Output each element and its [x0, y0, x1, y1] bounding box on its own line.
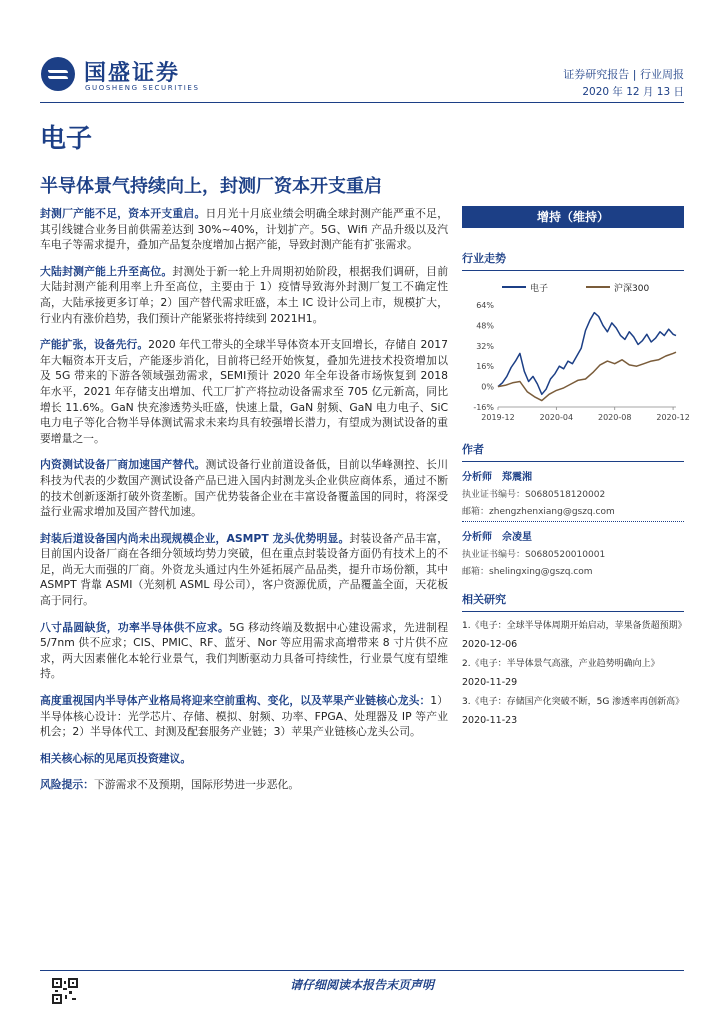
- dotted-divider: [462, 521, 684, 522]
- y-tick-label: 16%: [476, 362, 494, 372]
- paragraph-text: 下游需求不及预期，国际形势进一步恶化。: [93, 778, 300, 792]
- body-paragraph: [40, 693, 448, 740]
- analyst-name: 佘凌星: [502, 532, 532, 543]
- logo-text: 国盛证券: [84, 61, 181, 86]
- legend-label: 电子: [530, 284, 549, 294]
- trend-title: 行业走势: [462, 250, 684, 271]
- footer-divider: [40, 970, 684, 971]
- paragraph-lead: 大陆封测产能上升至高位。: [40, 264, 173, 278]
- y-tick-label: 0%: [481, 382, 494, 392]
- related-title: 相关研究: [462, 591, 684, 612]
- trend-chart-svg: [462, 275, 690, 425]
- paragraph-lead: 封测厂产能不足，资本开支重启。: [40, 207, 206, 220]
- legend-label: 沪深300: [614, 284, 650, 294]
- related-report-link[interactable]: 3.《电子：存储国产化突破不断，5G 渗透率再创新高》: [462, 697, 685, 707]
- email-label: 邮箱：: [462, 507, 490, 517]
- y-tick-label: -16%: [473, 403, 494, 412]
- series-line: [498, 352, 676, 400]
- x-tick-label: 2020-08: [598, 413, 632, 422]
- body-paragraph: [40, 206, 448, 253]
- x-tick-label: 2020-04: [539, 413, 574, 422]
- body-paragraph: [40, 264, 448, 326]
- body-paragraph: [40, 337, 448, 446]
- analyst-email: [462, 504, 684, 517]
- sector-title: 电子: [40, 124, 93, 154]
- paragraph-lead: 高度重视国内半导体产业格局将迎来空前重构、变化，以及苹果产业链核心龙头：: [40, 694, 431, 708]
- logo-icon: [40, 56, 76, 92]
- report-body: [40, 206, 448, 804]
- header-divider: [40, 102, 684, 103]
- analyst-row: [462, 528, 684, 543]
- body-paragraph: [40, 457, 448, 519]
- cert-number: S0680520010001: [525, 550, 606, 560]
- cert-number: S0680518120002: [525, 490, 606, 500]
- analyst-cert: [462, 547, 684, 560]
- paragraph-lead: 八寸晶圆缺货，功率半导体供不应求。: [40, 620, 230, 634]
- cert-label: 执业证书编号：: [462, 550, 526, 560]
- related-report-link[interactable]: 1.《电子：全球半导体周期开始启动，苹果备货超预期》: [462, 621, 687, 631]
- paragraph-text: 封装设备产品丰富，目前国内设备厂商在各细分领域均势力突破，但在重点封装设备方面仍有技术上的不足，尚无大而强的厂商。外资龙头通过内生外延拓展产品品类，提升市场份额，其中 ASMPT 背靠 ASMI（光刻机 ASML 母公司），客户资源优质，产品覆盖全面，天花板高于同行。: [40, 531, 448, 608]
- x-tick-label: 2020-12: [656, 413, 690, 422]
- paragraph-text: 2020 年代工带头的全球半导体资本开支回增长，存储自 2017 年大幅资本开支后，产能逐步消化，目前将已经开始恢复，叠加先进技术投资增加以及 5G 带来的下游各领域强劲需求，SEMI预计 2020 年全年设备市场恢复到 2018 年水平，2021 年存储支出增加、代工厂扩产将拉动设备需求至 705 亿元新高，同比增长 11.6%。GaN 快充渗透势头旺盛，快速上量，GaN 射频、GaN 电力电子、SiC 电力电子等化合物半导体测试需求未来均具有较强增长潜力，有望成为测试设备的重要增量之一。: [40, 338, 448, 445]
- paragraph-text: 1）半导体核心设计：光学芯片、存储、模拟、射频、功率、FPGA、处理器及 IP 等产业机会；2）半导体代工、封测及配套服务产业链；3）苹果产业链核心龙头公司。: [40, 694, 448, 739]
- paragraph-lead: 封装后道设备国内尚未出现规模企业，ASMPT 龙头优势明显。: [40, 531, 350, 545]
- report-type: 证券研究报告 | 行业周报: [563, 68, 684, 81]
- related-report-link[interactable]: 2.《电子：半导体景气高涨，产业趋势明确向上》: [462, 659, 660, 669]
- paragraph-lead: 产能扩张，设备先行。: [40, 338, 149, 352]
- report-date: 2020 年 12 月 13 日: [582, 86, 684, 98]
- y-tick-label: 32%: [476, 341, 494, 351]
- paragraph-lead: 风险提示：: [40, 778, 94, 792]
- trend-chart: [462, 275, 690, 425]
- analyst-cert: [462, 487, 684, 500]
- author-title: 作者: [462, 441, 684, 462]
- email-address[interactable]: shelingxing@gszq.com: [489, 567, 593, 577]
- y-tick-label: 64%: [476, 301, 494, 310]
- body-paragraph: [40, 620, 448, 682]
- paragraph-lead: 相关核心标的见尾页投资建议。: [40, 751, 192, 765]
- rating-badge: 增持（维持）: [462, 206, 684, 228]
- analyst-role: 分析师: [462, 472, 492, 483]
- paragraph-text: 5G 移动终端及数据中心建设需求，先进制程 5/7nm 供不应求；CIS、PMIC、RF、蓝牙、Nor 等应用需求高增带来 8 寸片供不应求，两大因素催化本轮行业景气，我们判断驱动力具备可持续性，行业景气度有望维持。: [40, 620, 449, 681]
- logo-subtext: GUOSHENG SECURITIES: [85, 84, 200, 92]
- analyst-email: [462, 564, 684, 577]
- analyst-name: 郑震湘: [502, 472, 532, 483]
- x-tick-label: 2019-12: [481, 413, 515, 422]
- sidebar: [462, 206, 690, 726]
- paragraph-text: 测试设备行业前道设备低，目前以华峰测控、长川科技为代表的少数国产测试设备产品已进入国内封测龙头企业供应商体系，通过不断的技术创新逐渐打破外资垄断。国产优势装备企业在丰富设备覆盖国的同时，将深受益行业需求增加及国产替代加速。: [40, 458, 448, 519]
- report-headline: 半导体景气持续向上，封测厂资本开支重启: [40, 176, 382, 197]
- paragraph-text: 封测处于新一轮上升周期初始阶段，根据我们调研，目前大陆封测产能利用率上升至高位，主要由于 1）疫情导致海外封测厂复工不确定性高，大陆承接更多订单；2）国产替代需求旺盛，本土 IC 设计公司上市，规模扩大，行业内有涨价趋势，我们预计产能紧张将持续到 2021H1。: [40, 264, 449, 325]
- body-paragraph: [40, 531, 448, 609]
- body-paragraph: [40, 751, 448, 767]
- paragraph-text: 日月光十月底业绩会明确全球封测产能严重不足，其引线键合业务目前供需差达到 30%~40%，计划扩产。5G、Wifi 产品升级以及汽车电子等需求提升，叠加产品复杂度增加占据产能，导致封测产能有扩张需求。: [40, 207, 448, 252]
- series-line: [498, 313, 676, 395]
- related-report-date: 2020-12-06: [462, 639, 518, 650]
- cert-label: 执业证书编号：: [462, 490, 526, 500]
- related-report-date: 2020-11-29: [462, 677, 518, 688]
- y-tick-label: 48%: [476, 321, 494, 331]
- paragraph-lead: 内资测试设备厂商加速国产替代。: [40, 458, 206, 472]
- footer-disclaimer: 请仔细阅读本报告末页声明: [289, 978, 434, 992]
- email-address[interactable]: zhengzhenxiang@gszq.com: [489, 507, 615, 517]
- email-label: 邮箱：: [462, 567, 490, 577]
- related-report-date: 2020-11-23: [462, 715, 518, 726]
- analyst-role: 分析师: [462, 532, 492, 543]
- risk-paragraph: [40, 777, 448, 793]
- analyst-row: [462, 468, 684, 483]
